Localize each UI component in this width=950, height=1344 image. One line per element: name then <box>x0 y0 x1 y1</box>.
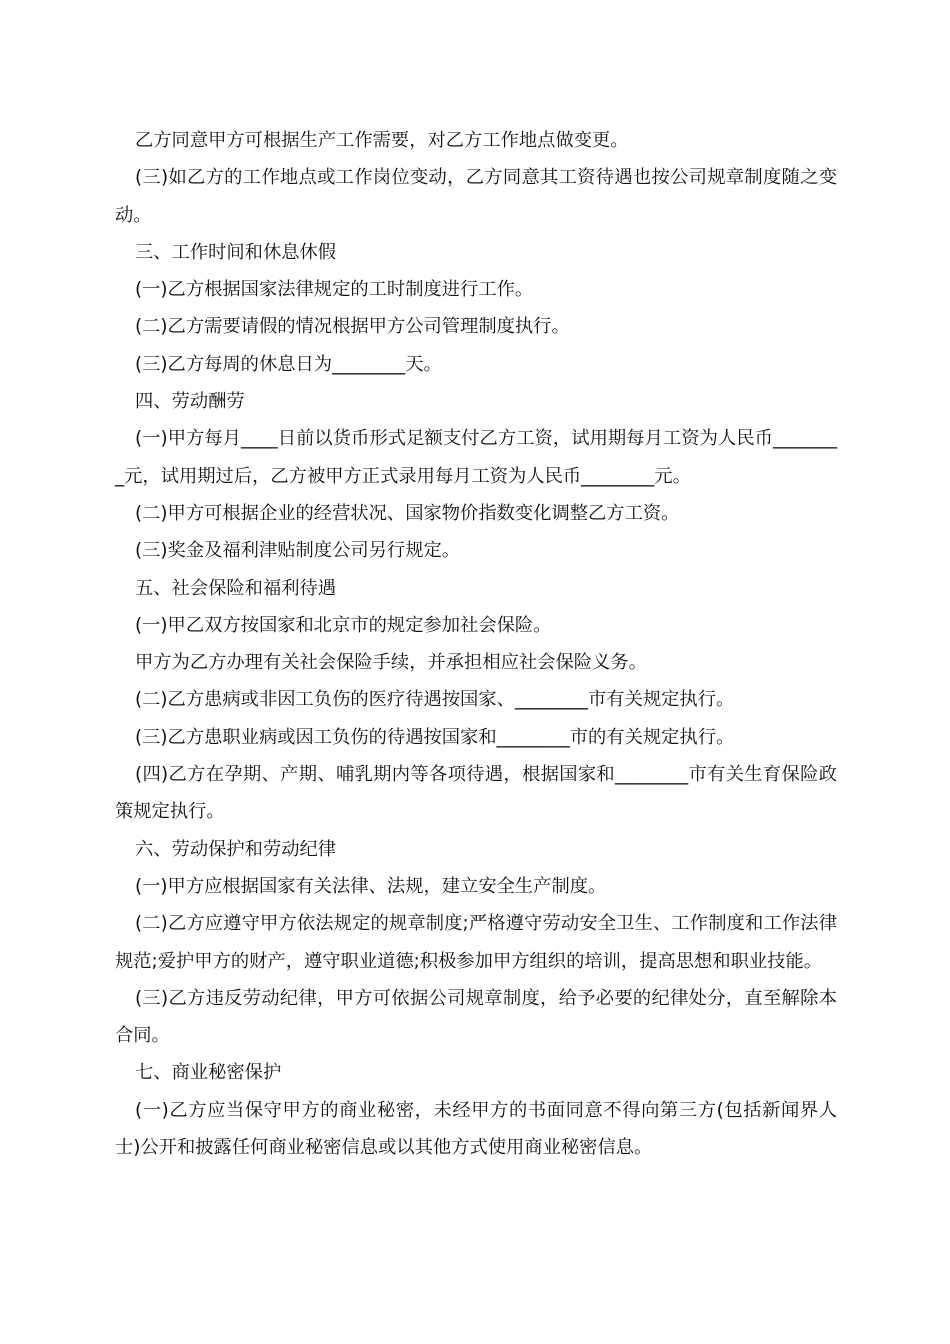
paragraph-remuneration-1: (一)甲方每月____日前以货币形式足额支付乙方工资，试用期每月工资为人民币________元，试用期过后，乙方被甲方正式录用每月工资为人民币________元。 <box>115 428 837 487</box>
section-heading-labor-protection: 六、劳动保护和劳动纪律 <box>135 838 337 860</box>
section-heading-trade-secrets: 七、商业秘密保护 <box>135 1062 282 1084</box>
paragraph-insurance-4: (四)乙方在孕期、产期、哺乳期内等各项待遇，根据国家和________市有关生育保险政策规定执行。 <box>115 764 837 823</box>
section-heading-work-hours: 三、工作时间和休息休假 <box>135 241 337 263</box>
paragraph-insurance-2: (二)乙方患病或非因工负伤的医疗待遇按国家、________市有关规定执行。 <box>135 689 735 711</box>
section-heading-social-insurance: 五、社会保险和福利待遇 <box>135 577 337 599</box>
paragraph-insurance-3: (三)乙方患职业病或因工负伤的待遇按国家和________市的有关规定执行。 <box>135 726 735 748</box>
paragraph-workplace-change: 乙方同意甲方可根据生产工作需要，对乙方工作地点做变更。 <box>135 130 629 151</box>
paragraph-remuneration-3: (三)奖金及福利津贴制度公司另行规定。 <box>135 540 461 562</box>
paragraph-protection-1: (一)甲方应根据国家有关法律、法规，建立安全生产制度。 <box>135 875 607 897</box>
paragraph-work-hours-3: (三)乙方每周的休息日为________天。 <box>135 353 442 375</box>
section-heading-remuneration: 四、劳动酬劳 <box>135 391 245 413</box>
paragraph-protection-3: (三)乙方违反劳动纪律，甲方可依据公司规章制度，给予必要的纪律处分，直至解除本合同。 <box>115 987 837 1047</box>
paragraph-protection-2: (二)乙方应遵守甲方依法规定的规章制度;严格遵守劳动安全卫生、工作制度和工作法律规范;爱护甲方的财产，遵守职业道德;积极参加甲方组织的培训，提高思想和职业技能。 <box>115 913 837 972</box>
paragraph-insurance-obligation: 甲方为乙方办理有关社会保险手续，并承担相应社会保险义务。 <box>135 652 647 674</box>
paragraph-work-hours-1: (一)乙方根据国家法律规定的工时制度进行工作。 <box>135 279 534 301</box>
paragraph-work-hours-2: (二)乙方需要请假的情况根据甲方公司管理制度执行。 <box>135 316 570 338</box>
paragraph-insurance-1: (一)甲乙双方按国家和北京市的规定参加社会保险。 <box>135 614 552 636</box>
paragraph-secrets-1: (一)乙方应当保守甲方的商业秘密，未经甲方的书面同意不得向第三方(包括新闻界人士)公开和披露任何商业秘密信息或以其他方式使用商业秘密信息。 <box>115 1099 837 1159</box>
paragraph-clause-3-3: (三)如乙方的工作地点或工作岗位变动，乙方同意其工资待遇也按公司规章制度随之变动。 <box>115 167 837 226</box>
paragraph-remuneration-2: (二)甲方可根据企业的经营状况、国家物价指数变化调整乙方工资。 <box>135 502 680 524</box>
document-body <box>115 122 837 1166</box>
